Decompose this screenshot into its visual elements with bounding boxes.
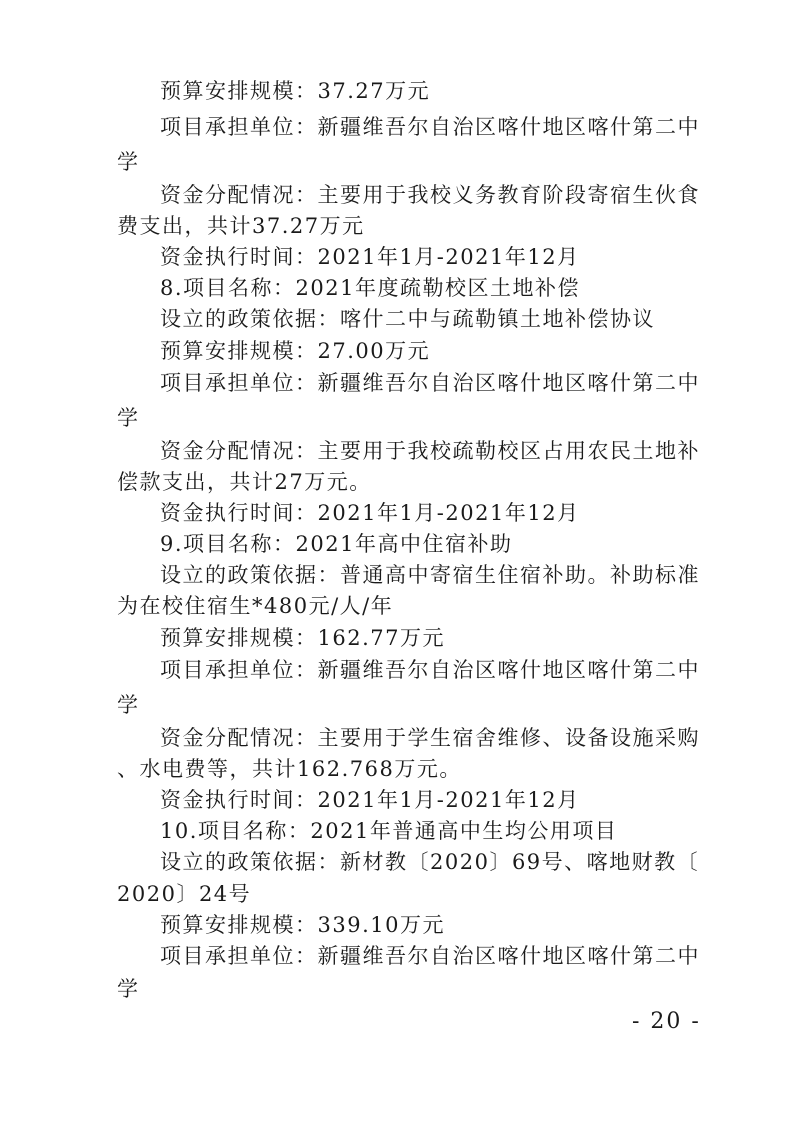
undertaking-unit-continuation: 学 xyxy=(117,150,140,174)
fund-allocation-line: 资金分配情况：主要用于我校疏勒校区占用农民土地补 xyxy=(160,439,700,463)
policy-basis-continuation: 为在校住宿生*480元/人/年 xyxy=(117,594,394,618)
execution-time-line: 资金执行时间：2021年1月-2021年12月 xyxy=(160,501,580,525)
execution-time-line: 资金执行时间：2021年1月-2021年12月 xyxy=(160,245,580,269)
undertaking-unit-line: 项目承担单位：新疆维吾尔自治区喀什地区喀什第二中 xyxy=(160,371,700,395)
undertaking-unit-continuation: 学 xyxy=(117,977,140,1001)
policy-basis-line: 设立的政策依据：普通高中寄宿生住宿补助。补助标准 xyxy=(160,563,700,587)
execution-time-line: 资金执行时间：2021年1月-2021年12月 xyxy=(160,788,580,812)
budget-scale-line: 预算安排规模：37.27万元 xyxy=(160,79,431,103)
project-8-name: 8.项目名称：2021年度疏勒校区土地补偿 xyxy=(160,276,580,300)
policy-basis-line: 设立的政策依据：喀什二中与疏勒镇土地补偿协议 xyxy=(160,307,655,331)
undertaking-unit-line: 项目承担单位：新疆维吾尔自治区喀什地区喀什第二中 xyxy=(160,115,700,139)
fund-allocation-continuation: 偿款支出，共计27万元。 xyxy=(117,470,372,494)
undertaking-unit-continuation: 学 xyxy=(117,406,140,430)
page-number: - 20 - xyxy=(632,1009,701,1034)
budget-scale-line: 预算安排规模：339.10万元 xyxy=(160,913,445,937)
budget-scale-line: 预算安排规模：162.77万元 xyxy=(160,626,445,650)
fund-allocation-continuation: 、水电费等，共计162.768万元。 xyxy=(117,757,462,781)
undertaking-unit-line: 项目承担单位：新疆维吾尔自治区喀什地区喀什第二中 xyxy=(160,944,700,968)
policy-basis-line: 设立的政策依据：新材教〔2020〕69号、喀地财教〔 xyxy=(160,850,700,874)
fund-allocation-continuation: 费支出，共计37.27万元 xyxy=(117,214,365,238)
project-10-name: 10.项目名称：2021年普通高中生均公用项目 xyxy=(160,819,618,843)
fund-allocation-line: 资金分配情况：主要用于学生宿舍维修、设备设施采购 xyxy=(160,726,700,750)
project-9-name: 9.项目名称：2021年高中住宿补助 xyxy=(160,532,513,556)
undertaking-unit-continuation: 学 xyxy=(117,693,140,717)
fund-allocation-line: 资金分配情况：主要用于我校义务教育阶段寄宿生伙食 xyxy=(160,183,700,207)
policy-basis-continuation: 2020〕24号 xyxy=(117,882,252,906)
budget-scale-line: 预算安排规模：27.00万元 xyxy=(160,339,431,363)
undertaking-unit-line: 项目承担单位：新疆维吾尔自治区喀什地区喀什第二中 xyxy=(160,658,700,682)
